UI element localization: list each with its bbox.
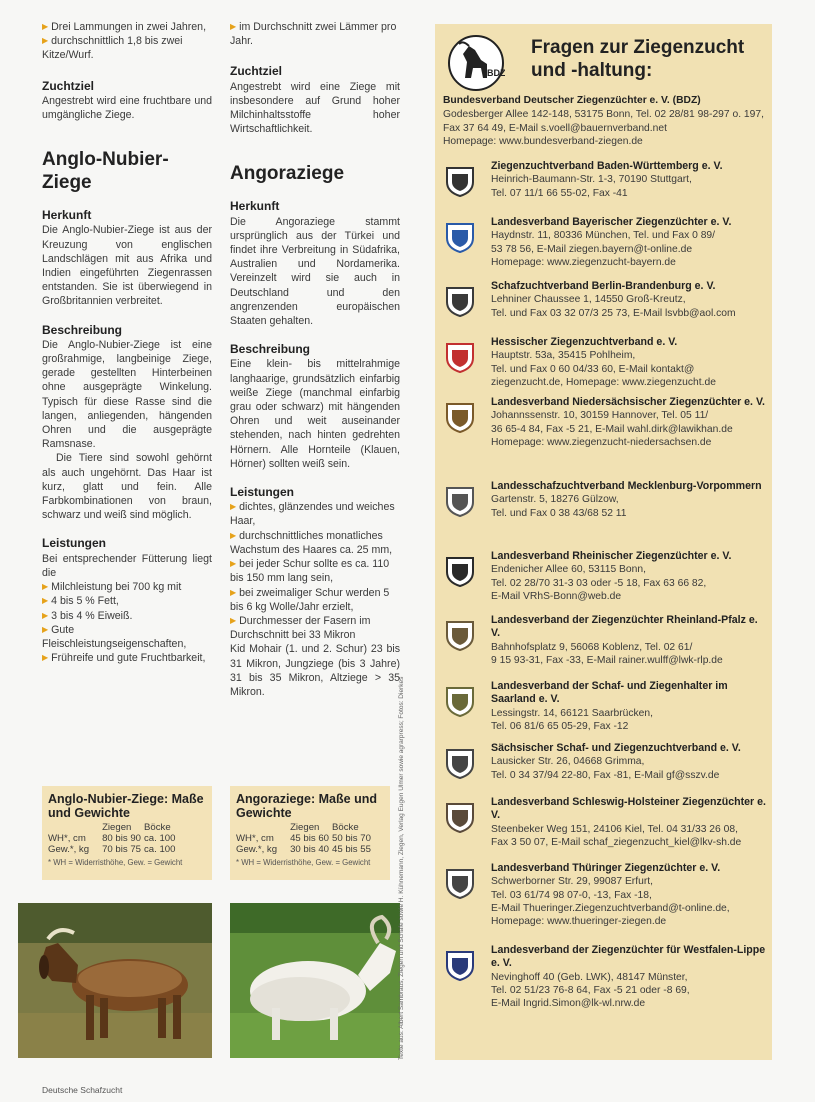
- leistungen-bullet: ▶ Frühreife und gute Fruchtbarkeit,: [42, 651, 212, 665]
- goat-white-illustration: [230, 903, 400, 1058]
- association-entry: [443, 160, 768, 200]
- org-name: Landesverband Rheinischer Ziegenzüchter e. V.: [491, 550, 732, 562]
- photo-anglo-nubier-goat: [18, 903, 212, 1058]
- table-cell: 80 bis 90: [102, 833, 141, 844]
- zuchtziel-heading: Zuchtziel: [230, 64, 283, 79]
- leistungen-bullet: ▶ 3 bis 4 % Eiweiß.: [42, 609, 212, 623]
- article-title: Angoraziege: [230, 163, 345, 185]
- org-contact-line: E-Mail Thueringer.Ziegenzuchtverband@t-online.de,: [491, 902, 730, 914]
- org-contact-line: Schwerborner Str. 29, 99087 Erfurt,: [491, 876, 653, 888]
- measurements-table: [236, 822, 374, 855]
- leistungen-bullet: ▶ 4 bis 5 % Fett,: [42, 594, 212, 608]
- table-cell: 50 bis 70: [332, 833, 371, 844]
- leistungen-bullet: ▶ Milchleistung bei 700 kg mit: [42, 580, 212, 594]
- association-entry: [443, 862, 768, 928]
- org-contact-line: Endenicher Allee 60, 53115 Bonn,: [491, 564, 646, 576]
- association-entry: [443, 480, 768, 520]
- contact-sidebar: [435, 24, 772, 1060]
- intro-bullet: ▶ durchschnittlich 1,8 bis zwei Kitze/Wurf.: [42, 34, 212, 62]
- bdz-logo: [447, 34, 505, 92]
- intro-bullet: ▶ im Durchschnitt zwei Lämmer pro Jahr.: [230, 20, 400, 48]
- org-name: Landesverband Bayerischer Ziegenzüchter e. V.: [491, 216, 732, 228]
- leistungen-intro: Bei entsprechender Fütterung liegt die: [42, 552, 212, 579]
- leistungen-bullet: ▶ Durchmesser der Fasern im Durchschnitt bei 33 Mikron: [230, 614, 400, 642]
- intro-bullet: ▶ Drei Lammungen in zwei Jahren,: [42, 20, 212, 34]
- table-header: [48, 822, 92, 833]
- table-header: Böcke: [144, 822, 171, 833]
- sidebar-title: Fragen zur Ziegenzucht und -haltung:: [531, 37, 745, 81]
- photo-angora-goat: [230, 903, 400, 1058]
- leistungen-extra: Kid Mohair (1. und 2. Schur) 23 bis 31 Mikron, Jungziege (bis 3 Jahre) 31 bis 35 Mikron, Altziege > 35 Mikron.: [230, 643, 400, 698]
- org-name: Landesverband Thüringer Ziegenzüchter e. V.: [491, 862, 721, 874]
- leistungen-heading: Leistungen: [42, 536, 107, 551]
- table-cell: 30 bis 40: [290, 844, 329, 855]
- org-contact-line: Tel. 03 61/74 98 07-0, -13, Fax -18,: [491, 889, 652, 901]
- logo-text: BDZ: [487, 68, 505, 78]
- box-title: Angoraziege: Maße und Gewichte: [236, 792, 377, 820]
- box-title: Anglo-Nubier-Ziege: Maße und Gewichte: [48, 792, 204, 820]
- table-cell: Gew.*, kg: [236, 844, 278, 855]
- org-contact-line: Lessingstr. 14, 66121 Saarbrücken,: [491, 707, 653, 719]
- org-homepage: Homepage: www.bundesverband-ziegen.de: [443, 136, 643, 148]
- leistungen-bullet: ▶ Gute Fleischleistungseigenschaften,: [42, 623, 212, 651]
- leistungen-bullet: ▶ bei jeder Schur sollte es ca. 110 bis 150 mm lang sein,: [230, 557, 400, 585]
- association-entry: [443, 396, 768, 449]
- table-cell: ca. 100: [144, 833, 176, 844]
- org-contact-line: Tel. 06 81/6 65 05-29, Fax -12: [491, 720, 629, 732]
- zuchtziel-text: Angestrebt wird eine Ziege mit insbesondere auf Grund hoher Milchinhaltsstoffe hoher Wirtschaftlichkeit.: [230, 80, 400, 136]
- coat-of-arms-icon: [443, 400, 477, 434]
- org-contact-line: Johannssenstr. 10, 30159 Hannover, Tel. 05 11/: [491, 410, 709, 422]
- table-cell: 45 bis 55: [332, 844, 371, 855]
- org-contact-line: Tel. und Fax 0 38 43/68 52 11: [491, 507, 627, 519]
- coat-of-arms-icon: [443, 220, 477, 254]
- leistungen-bullet: ▶ dichtes, glänzendes und weiches Haar,: [230, 500, 400, 528]
- beschreibung-text: Eine klein- bis mittelrahmige langhaarige, grundsätzlich einfarbig weiße Ziege (manchmal einfarbig grau oder schwarz) mit hängenden Ohren und weit auseinander stehenden, nach hinten gedrehten Hörnern. Alle Hornteile (Klauen, Hörner) sollten weiß sein.: [230, 358, 400, 470]
- org-contact-line: Gartenstr. 5, 18276 Gülzow,: [491, 494, 619, 506]
- org-contact-line: Hauptstr. 53a, 35415 Pohlheim,: [491, 350, 636, 362]
- org-contact-line: Heinrich-Baumann-Str. 1-3, 70190 Stuttgart,: [491, 174, 692, 186]
- org-contact-line: 53 78 56, E-Mail ziegen.bayern@t-online.de: [491, 243, 693, 255]
- table-header: Ziegen: [102, 822, 132, 833]
- table-header: Ziegen: [290, 822, 320, 833]
- box-footnote: * WH = Widerristhöhe, Gew. = Gewicht: [236, 858, 371, 867]
- table-cell: WH*, cm: [236, 833, 274, 844]
- herkunft-text: Die Anglo-Nubier-Ziege ist aus der Kreuzung von englischen Landschlägen mit aus Afrika und Indien eingeführten Ziegenrassen entstanden. Sie ist überwiegend in Großbritannien verbreitet.: [42, 224, 212, 308]
- org-contact-line: Tel. 02 28/70 31-3 03 oder -5 18, Fax 63 66 82,: [491, 577, 707, 589]
- zuchtziel-text: Angestrebt wird eine fruchtbare und umgängliche Ziege.: [42, 94, 212, 122]
- org-name: Landesschafzuchtverband Mecklenburg-Vorpommern: [491, 480, 762, 492]
- page-footer: Deutsche Schafzucht: [42, 1085, 123, 1095]
- org-contact-line: E-Mail Ingrid.Simon@lk-wl.nrw.de: [491, 998, 646, 1010]
- column-anglo-nubier: [42, 20, 212, 665]
- association-entry: [443, 550, 768, 603]
- leistungen-bullet: ▶ durchschnittliches monatliches Wachstum des Haares ca. 25 mm,: [230, 529, 400, 557]
- association-entry: [443, 614, 768, 667]
- org-contact-line: Steenbeker Weg 151, 24106 Kiel, Tel. 04 31/33 26 08,: [491, 823, 738, 835]
- association-entry: [443, 742, 768, 782]
- org-contact-line: 9 15 93-31, Fax -33, E-Mail rainer.wulff@lwk-rlp.de: [491, 654, 723, 666]
- zuchtziel-heading: Zuchtziel: [42, 78, 95, 93]
- bdz-goat-icon: [447, 34, 505, 92]
- beschreibung-heading: Beschreibung: [230, 342, 311, 357]
- beschreibung-text: Die Anglo-Nubier-Ziege ist eine großrahmige, langbeinige Ziege, gerade gestellten Hinterbeinen ohne ausgeprägte Winkelung. Typisch für diese Rasse sind die langen, anliegenden, hängenden Ohren und die ausgeprägte Ramsnase.: [42, 338, 212, 451]
- coat-of-arms-icon: [443, 684, 477, 718]
- column-angora: [230, 20, 400, 699]
- photo-credit: Texte aus: Albert Sambraus, Ziegen und Schafe sowie H. Kühnemann, Ziegen, Verlag Eugen Ulmer sowie agrarpress; Fotos: Dierkes: [398, 676, 405, 1060]
- leistungen-bullet: ▶ bei zweimaliger Schur werden 5 bis 6 kg Wolle/Jahr erzielt,: [230, 586, 400, 614]
- org-contact-line: Fax 3 50 07, E-Mail schaf_ziegenzucht_kiel@lkv-sh.de: [491, 836, 742, 848]
- association-entry: [443, 336, 768, 389]
- org-contact-line: 36 65-4 84, Fax -5 21, E-Mail wahl.dirk@lawikhan.de: [491, 423, 733, 435]
- coat-of-arms-icon: [443, 618, 477, 652]
- measurements-box-anglo-nubier: [42, 786, 212, 880]
- org-address: Godesberger Allee 142-148, 53175 Bonn, Tel. 02 28/81 98-297 o. 197, Fax 37 64 49, E-Mail s.voell@bauernverband.net: [443, 108, 764, 134]
- coat-of-arms-icon: [443, 340, 477, 374]
- org-name: Bundesverband Deutscher Ziegenzüchter e. V. (BDZ): [443, 95, 701, 106]
- org-contact-line: ziegenzucht.de, Homepage: www.ziegenzucht.de: [491, 376, 716, 388]
- org-contact-line: Homepage: www.thueringer-ziegen.de: [491, 916, 667, 928]
- table-header: Böcke: [332, 822, 359, 833]
- coat-of-arms-icon: [443, 948, 477, 982]
- measurements-table: [48, 822, 178, 855]
- org-contact-line: Lehniner Chaussee 1, 14550 Groß-Kreutz,: [491, 294, 686, 306]
- article-title: Anglo-Nubier-Ziege: [42, 149, 169, 194]
- association-entry: [443, 796, 768, 849]
- org-name: Sächsischer Schaf- und Ziegenzuchtverband e. V.: [491, 742, 741, 754]
- coat-of-arms-icon: [443, 164, 477, 198]
- coat-of-arms-icon: [443, 800, 477, 834]
- org-contact-line: Homepage: www.ziegenzucht-bayern.de: [491, 256, 676, 268]
- box-footnote: * WH = Widerristhöhe, Gew. = Gewicht: [48, 858, 183, 867]
- org-contact-line: Tel. 07 11/1 66 55-02, Fax -41: [491, 187, 628, 199]
- herkunft-text: Die Angoraziege stammt ursprünglich aus der Türkei und findet ihre Verbreitung in Südafrika, Australien und Nordamerika. Vereinzelt wird sie auch in Deutschland und den angrenzenden europäischen Staaten gehalten.: [230, 215, 400, 328]
- org-contact-line: Tel. 02 51/23 76-8 64, Fax -5 21 oder -8 69,: [491, 984, 690, 996]
- org-contact-line: Tel. und Fax 03 32 07/3 25 73, E-Mail lsvbb@aol.com: [491, 307, 736, 319]
- table-cell: Gew.*, kg: [48, 844, 90, 855]
- table-header: [236, 822, 280, 833]
- leistungen-heading: Leistungen: [230, 485, 295, 500]
- org-name: Landesverband Schleswig-Holsteiner Ziegenzüchter e. V.: [491, 796, 766, 822]
- org-contact-line: Tel. 0 34 37/94 22-80, Fax -81, E-Mail gf@sszv.de: [491, 769, 720, 781]
- table-cell: WH*, cm: [48, 833, 86, 844]
- org-contact-line: Haydnstr. 11, 80336 München, Tel. und Fax 0 89/: [491, 230, 716, 242]
- table-cell: ca. 100: [144, 844, 176, 855]
- org-contact-line: Tel. und Fax 0 60 04/33 60, E-Mail kontakt@: [491, 363, 695, 375]
- org-name: Landesverband der Ziegenzüchter für Westfalen-Lippe e. V.: [491, 944, 766, 970]
- beschreibung-heading: Beschreibung: [42, 322, 123, 337]
- bdz-contact: [443, 94, 768, 149]
- org-name: Ziegenzuchtverband Baden-Württemberg e. V.: [491, 160, 723, 172]
- coat-of-arms-icon: [443, 746, 477, 780]
- coat-of-arms-icon: [443, 284, 477, 318]
- goat-brown-illustration: [18, 903, 212, 1058]
- association-entry: [443, 680, 768, 733]
- org-name: Schafzuchtverband Berlin-Brandenburg e. V.: [491, 280, 716, 292]
- coat-of-arms-icon: [443, 866, 477, 900]
- measurements-box-angora: [230, 786, 390, 880]
- herkunft-heading: Herkunft: [42, 208, 92, 223]
- table-cell: 45 bis 60: [290, 833, 329, 844]
- org-contact-line: Bahnhofsplatz 9, 56068 Koblenz, Tel. 02 61/: [491, 641, 693, 653]
- coat-of-arms-icon: [443, 554, 477, 588]
- table-cell: 70 bis 75: [102, 844, 141, 855]
- herkunft-heading: Herkunft: [230, 199, 280, 214]
- association-entry: [443, 216, 768, 269]
- org-name: Landesverband der Ziegenzüchter Rheinland-Pfalz e. V.: [491, 614, 758, 640]
- org-contact-line: Homepage: www.ziegenzucht-niedersachsen.de: [491, 436, 712, 448]
- coat-of-arms-icon: [443, 484, 477, 518]
- org-contact-line: Lausicker Str. 26, 04668 Grimma,: [491, 756, 645, 768]
- org-name: Hessischer Ziegenzuchtverband e. V.: [491, 336, 678, 348]
- org-name: Landesverband der Schaf- und Ziegenhalter im Saarland e. V.: [491, 680, 728, 706]
- org-contact-line: Nevinghoff 40 (Geb. LWK), 48147 Münster,: [491, 971, 688, 983]
- association-entry: [443, 280, 768, 320]
- org-name: Landesverband Niedersächsischer Ziegenzüchter e. V.: [491, 396, 765, 408]
- association-entry: [443, 944, 768, 1010]
- beschreibung-text: Die Tiere sind sowohl gehörnt als auch ungehörnt. Das Haar ist kurz, glatt und fein. Alle Farbkombinationen von braun, schwarz und weiß sind möglich.: [42, 452, 212, 522]
- org-contact-line: E-Mail VRhS-Bonn@web.de: [491, 590, 622, 602]
